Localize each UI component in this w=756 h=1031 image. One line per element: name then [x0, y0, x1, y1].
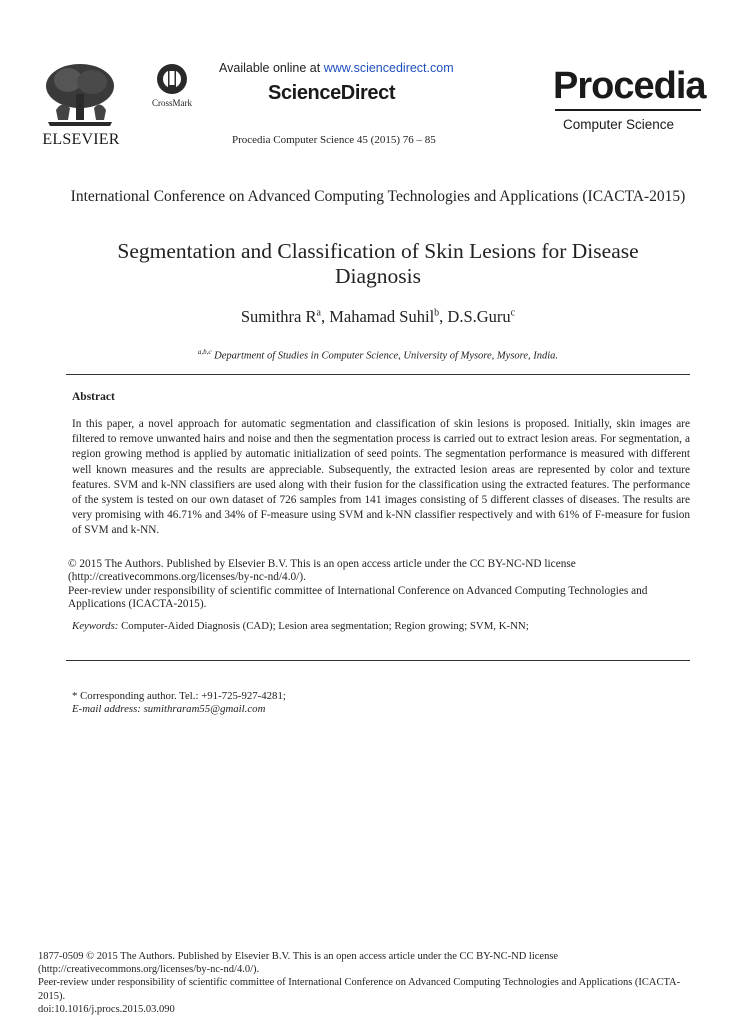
journal-citation: Procedia Computer Science 45 (2015) 76 – 85	[232, 134, 436, 146]
procedia-title: Procedia	[553, 65, 706, 107]
crossmark-badge[interactable]	[142, 62, 202, 112]
conference-name: International Conference on Advanced Computing Technologies and Applications (ICACTA-2015)	[70, 188, 686, 205]
section-divider-top	[66, 374, 690, 375]
author-name: Mahamad Suhil	[329, 307, 435, 326]
keywords-label: Keywords:	[72, 620, 119, 632]
elsevier-tree-icon	[40, 60, 120, 130]
crossmark-label: CrossMark	[152, 98, 192, 108]
copyright-notice	[68, 558, 698, 612]
available-prefix: Available online at	[219, 61, 324, 75]
abstract-body: In this paper, a novel approach for automatic segmentation and classification of skin lesions is proposed. Initially, skin images are filtered to remove unwanted hairs and noise and then the segmentation process is carried out to extract lesion areas. For segmentation, a region growing method is applied by automatic initialization of seed points. The segmentation performance is measured with different well known measures and the results are appreciable. Subsequently, the extracted lesion areas are represented by color and texture features. SVM and k-NN classifiers are used along with their fusion for the classification using the extracted features. The performance of the system is tested on our own dataset of 726 samples from 141 images consisting of 5 different classes of diseases. The results are very promising with 46.71% and 34% of F-measure using SVM and k-NN classifier respectively and with 61% of F-measure for fusion of SVM and k-NN.	[72, 418, 690, 537]
keywords-values: Computer-Aided Diagnosis (CAD); Lesion area segmentation; Region growing; SVM, K-NN;	[118, 620, 529, 632]
footer-issn: 1877-0509 © 2015 The Authors. Published by Elsevier B.V. This is an open access article under the CC BY-NC-ND license	[38, 951, 559, 962]
sciencedirect-logo: ScienceDirect	[268, 82, 396, 104]
author-affil-mark: c	[510, 307, 516, 319]
available-online-line	[219, 61, 454, 75]
author-list	[0, 307, 756, 327]
paper-title: Segmentation and Classification of Skin Lesions for Disease Diagnosis	[117, 239, 639, 288]
procedia-logo	[553, 65, 706, 140]
author-affil-mark: a	[316, 307, 321, 319]
author-separator: ,	[320, 307, 330, 326]
license-link[interactable]: (http://creativecommons.org/licenses/by-nc-nd/4.0/).	[68, 571, 306, 584]
keywords	[72, 620, 692, 632]
copyright-line: © 2015 The Authors. Published by Elsevier B.V. This is an open access article under the CC BY-NC-ND license	[68, 558, 576, 570]
author-name: Sumithra R	[240, 307, 317, 326]
author-separator: ,	[439, 307, 448, 326]
author-affil-mark: b	[434, 307, 440, 319]
author-email[interactable]: E-mail address: sumithraram55@gmail.com	[72, 703, 266, 715]
page-footer	[38, 950, 698, 1016]
section-divider-bottom	[66, 660, 690, 661]
elsevier-wordmark: ELSEVIER	[42, 131, 120, 148]
crossmark-icon	[155, 62, 189, 98]
procedia-divider	[555, 109, 701, 111]
footer-doi[interactable]: doi:10.1016/j.procs.2015.03.090	[38, 1003, 175, 1015]
footer-peer-review: Peer-review under responsibility of scientific committee of International Conference on Advanced Computing Technologies and Applications (ICACTA-2015).	[38, 977, 681, 1002]
corresponding-author: * Corresponding author. Tel.: +91-725-927-4281;	[72, 690, 286, 702]
affiliation-text: Department of Studies in Computer Science, University of Mysore, Mysore, India.	[211, 350, 559, 362]
peer-review-note: Peer-review under responsibility of scientific committee of International Conference on Advanced Computing Technologies and Applications (ICACTA-2015).	[68, 584, 648, 611]
author-name: D.S.Guru	[447, 307, 511, 326]
procedia-subtitle: Computer Science	[563, 117, 675, 132]
abstract-heading: Abstract	[72, 391, 115, 403]
sciencedirect-link[interactable]: www.sciencedirect.com	[323, 61, 454, 75]
affiliation	[0, 348, 756, 362]
affiliation-marks: a,b,c	[197, 348, 212, 356]
elsevier-logo	[40, 60, 120, 148]
footer-license-link[interactable]: (http://creativecommons.org/licenses/by-nc-nd/4.0/).	[38, 964, 260, 976]
